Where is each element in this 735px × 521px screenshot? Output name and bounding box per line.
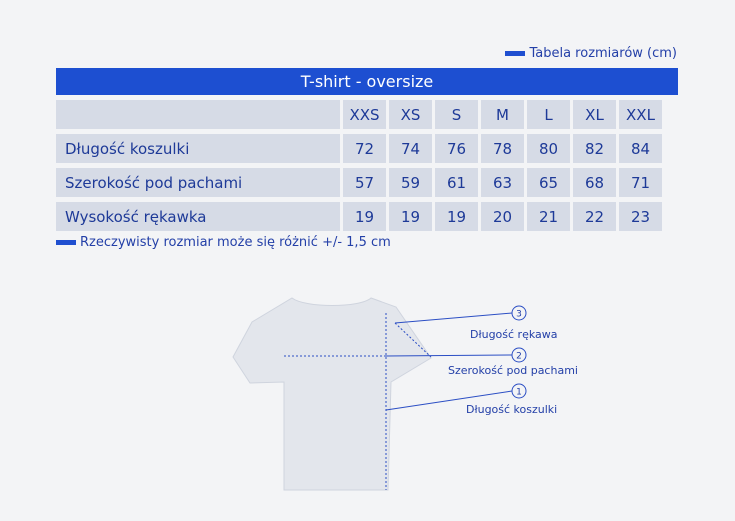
legend-top-label: Tabela rozmiarów (cm) xyxy=(529,46,677,61)
shirt-length-label: Długość koszulki xyxy=(466,403,558,416)
table-cell: 74 xyxy=(389,134,432,163)
tshirt-shape xyxy=(233,298,431,490)
table-cell: 63 xyxy=(481,168,524,197)
table-cell: 19 xyxy=(343,202,386,231)
table-cell: 71 xyxy=(619,168,662,197)
chest-width-label: Szerokość pod pachami xyxy=(448,364,578,377)
table-cell: 57 xyxy=(343,168,386,197)
size-header: XL xyxy=(573,100,616,129)
disclaimer-text: Rzeczywisty rozmiar może się różnić +/- 1,5 cm xyxy=(80,235,391,250)
size-header: S xyxy=(435,100,478,129)
table-cell: 23 xyxy=(619,202,662,231)
table-cell: 78 xyxy=(481,134,524,163)
marker-1-number: 1 xyxy=(516,387,522,398)
table-title: T-shirt - oversize xyxy=(56,68,678,95)
table-cell: 82 xyxy=(573,134,616,163)
size-header: XS xyxy=(389,100,432,129)
marker-3-number: 3 xyxy=(516,309,522,320)
row-label: Wysokość rękawka xyxy=(56,202,340,231)
table-cell: 61 xyxy=(435,168,478,197)
size-header: M xyxy=(481,100,524,129)
table-cell: 72 xyxy=(343,134,386,163)
size-header: L xyxy=(527,100,570,129)
leader-line-3 xyxy=(395,313,512,323)
size-header: XXS xyxy=(343,100,386,129)
table-cell: 68 xyxy=(573,168,616,197)
table-cell: 80 xyxy=(527,134,570,163)
table-cell: 20 xyxy=(481,202,524,231)
table-cell: 59 xyxy=(389,168,432,197)
table-cell: 76 xyxy=(435,134,478,163)
table-cell: 19 xyxy=(389,202,432,231)
table-cell: 65 xyxy=(527,168,570,197)
table-cell: 21 xyxy=(527,202,570,231)
sleeve-length-label: Długość rękawa xyxy=(470,328,558,341)
table-cell: 22 xyxy=(573,202,616,231)
marker-2-number: 2 xyxy=(516,351,522,362)
size-header: XXL xyxy=(619,100,662,129)
table-cell: 84 xyxy=(619,134,662,163)
table-cell: 19 xyxy=(435,202,478,231)
row-label: Szerokość pod pachami xyxy=(56,168,340,197)
row-label: Długość koszulki xyxy=(56,134,340,163)
